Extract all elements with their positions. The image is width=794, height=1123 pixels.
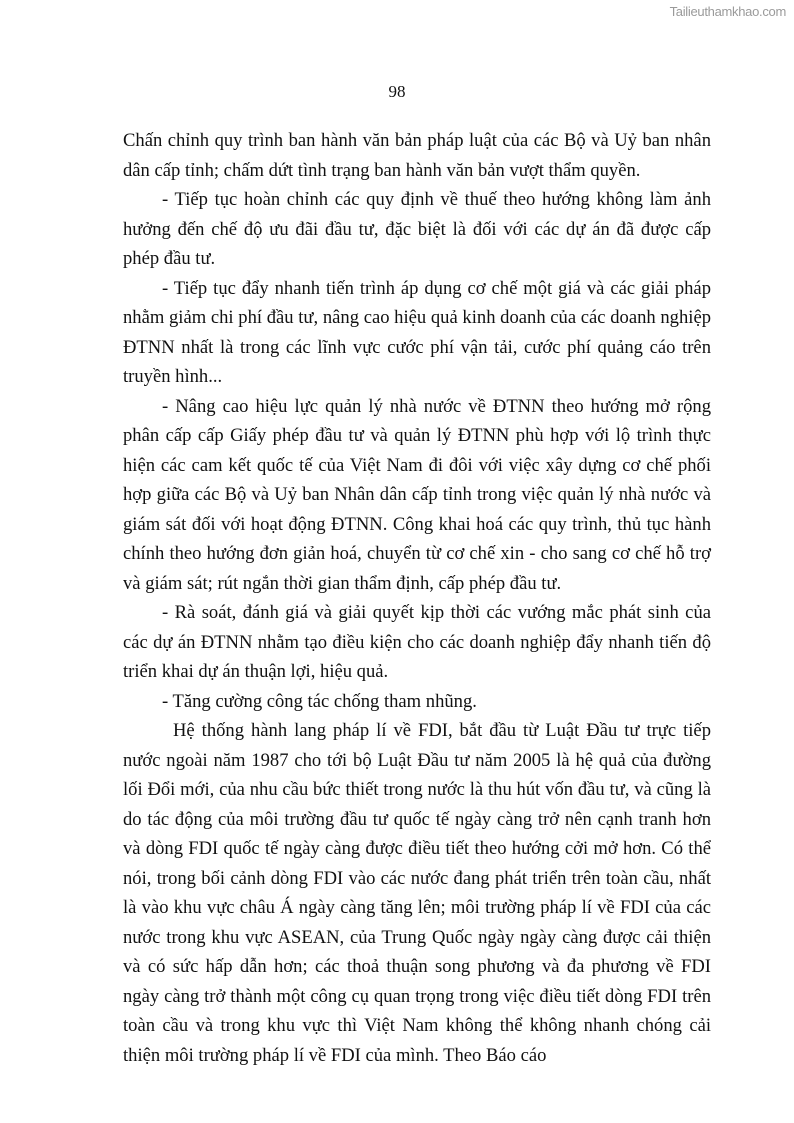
bullet-anti-corruption: - Tăng cường công tác chống tham nhũng. bbox=[162, 690, 477, 712]
page-number: 98 bbox=[388, 82, 406, 101]
bullet-single-price-mechanism: - Tiếp tục đẩy nhanh tiến trình áp dụng cơ chế một giá và các giải pháp nhằm giảm chi phí đầu tư, nâng cao hiệu quả kinh doanh của các doanh nghiệp ĐTNN nhất là trong các lĩnh vực cước phí vận tải, cước phí quảng cáo trên truyền hình... bbox=[123, 277, 711, 387]
document-body bbox=[123, 126, 711, 1070]
watermark: Tailieuthamkhao.com bbox=[669, 4, 786, 19]
bullet-review-obstacles: - Rà soát, đánh giá và giải quyết kịp thời các vướng mắc phát sinh của các dự án ĐTNN nhằm tạo điều kiện cho các doanh nghiệp đẩy nhanh tiến độ triển khai dự án thuận lợi, hiệu quả. bbox=[123, 602, 711, 682]
paragraph-continuation: Chấn chỉnh quy trình ban hành văn bản pháp luật của các Bộ và Uỷ ban nhân dân cấp tỉnh; chấm dứt tình trạng ban hành văn bản vượt thẩm quyền. bbox=[123, 130, 711, 181]
bullet-tax-regulations: - Tiếp tục hoàn chỉnh các quy định về thuế theo hướng không làm ảnh hưởng đến chế độ ưu đãi đầu tư, đặc biệt là đối với các dự án đã được cấp phép đầu tư. bbox=[123, 189, 711, 269]
paragraph-legal-framework: Hệ thống hành lang pháp lí về FDI, bắt đầu từ Luật Đầu tư trực tiếp nước ngoài năm 1987 cho tới bộ Luật Đầu tư năm 2005 là hệ quả của đường lối Đổi mới, của nhu cầu bức thiết trong nước là thu hút vốn đầu tư, và cũng là do tác động của môi trường đầu tư quốc tế ngày càng trở nên cạnh tranh hơn và dòng FDI quốc tế ngày càng được điều tiết theo hướng cởi mở hơn. Có thể nói, trong bối cảnh dòng FDI vào các nước đang phát triển trên toàn cầu, nhất là vào khu vực châu Á ngày càng tăng lên; môi trường pháp lí về FDI của các nước trong khu vực ASEAN, của Trung Quốc ngày ngày càng được cải thiện và có sức hấp dẫn hơn; các thoả thuận song phương và đa phương về FDI ngày càng trở thành một công cụ quan trọng trong việc điều tiết dòng FDI trên toàn cầu và trong khu vực thì Việt Nam không thể không nhanh chóng cải thiện môi trường pháp lí về FDI của mình. Theo Báo cáo bbox=[123, 720, 711, 1066]
bullet-state-management: - Nâng cao hiệu lực quản lý nhà nước về ĐTNN theo hướng mở rộng phân cấp cấp Giấy phép đầu tư và quản lý ĐTNN phù hợp với lộ trình thực hiện các cam kết quốc tế của Việt Nam đi đôi với việc xây dựng cơ chế phối hợp giữa các Bộ và Uỷ ban Nhân dân cấp tỉnh trong việc quản lý nhà nước và giám sát đối với hoạt động ĐTNN. Công khai hoá các quy trình, thủ tục hành chính theo hướng đơn giản hoá, chuyển từ cơ chế xin - cho sang cơ chế hỗ trợ và giám sát; rút ngắn thời gian thẩm định, cấp phép đầu tư. bbox=[123, 395, 711, 594]
